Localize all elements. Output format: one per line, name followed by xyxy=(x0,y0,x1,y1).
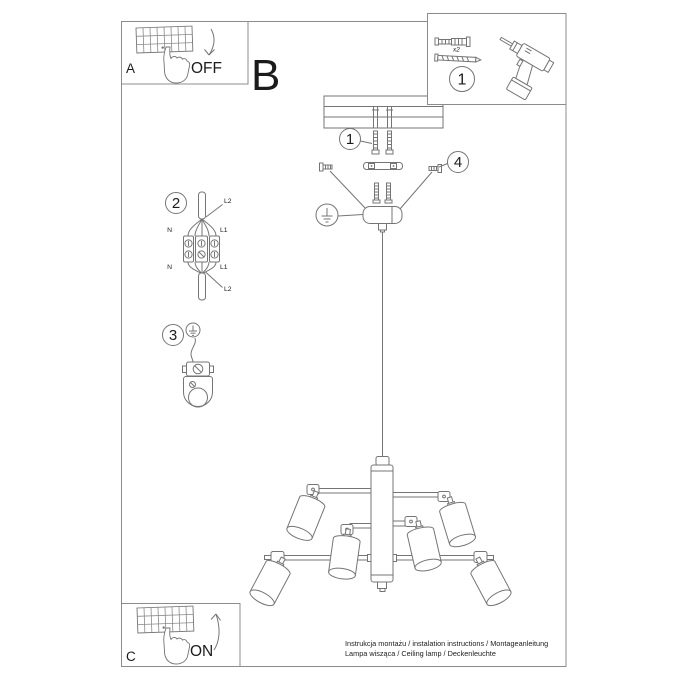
footer-line-1: Instrukcja montażu / instalation instructions / Montageanleitung xyxy=(345,639,549,648)
step-4-badge xyxy=(439,152,469,173)
lamp-shade-upper-left xyxy=(285,487,329,544)
elbow-middle-right xyxy=(405,517,417,527)
wiring-diagram xyxy=(166,192,232,300)
terminal-block-icon xyxy=(184,236,220,262)
cable-clamp-icon xyxy=(183,362,214,376)
canopy-bracket-icon xyxy=(184,377,213,408)
mains-cable-top xyxy=(199,192,206,219)
wire-label-l1-bottom: L1 xyxy=(220,264,228,271)
switch-on-box xyxy=(122,604,241,667)
canopy-guide-line-right xyxy=(400,172,432,209)
lamp-arm-upper-right xyxy=(391,493,440,498)
step-1-screws-badge xyxy=(340,129,373,150)
breaker-panel-icon xyxy=(136,26,193,53)
switch-off-label: OFF xyxy=(191,60,222,77)
ground-symbol xyxy=(316,204,363,226)
ground-symbol-small xyxy=(186,323,200,337)
canopy-guide-line-left xyxy=(330,171,366,209)
step-2-number: 2 xyxy=(171,195,181,212)
wire-label-n-top: N xyxy=(167,227,172,234)
ground-wire xyxy=(191,338,195,362)
side-screw-right-icon xyxy=(429,165,442,173)
wire-label-l2-bottom: L2 xyxy=(224,286,232,293)
tools-step-number: 1 xyxy=(457,71,467,89)
step-4-number: 4 xyxy=(453,154,463,171)
lamp-arm-upper-left xyxy=(316,489,373,494)
wire-label-l2-top: L2 xyxy=(224,198,232,205)
step-3-number: 3 xyxy=(168,327,178,344)
section-label-b: B xyxy=(251,51,281,100)
mounting-bracket xyxy=(364,163,403,170)
wire-label-l1-top: L1 xyxy=(220,227,228,234)
footer-line-2: Lampa wisząca / Ceiling lamp / Deckenleuchte xyxy=(345,649,496,658)
ground-wire-step xyxy=(163,323,214,407)
switch-off-box xyxy=(122,22,249,85)
mounting-screws-icon xyxy=(372,131,393,154)
side-screw-left-icon xyxy=(320,163,333,171)
wall-plugs-icon xyxy=(373,183,392,203)
wire-label-n-bottom: N xyxy=(167,264,172,271)
lamp-body xyxy=(371,457,393,592)
section-label-a: A xyxy=(126,61,136,76)
lamp-arm-lower-left xyxy=(283,556,373,561)
canopy xyxy=(363,207,402,233)
quantity-label: x2 xyxy=(453,46,460,54)
lamp-shade-middle-left xyxy=(328,527,362,580)
switch-on-label: ON xyxy=(190,643,214,660)
ceiling-slab xyxy=(324,96,443,128)
step-1-number: 1 xyxy=(345,131,355,148)
mains-cable-bottom xyxy=(199,273,206,300)
pendant-lamp xyxy=(248,457,514,609)
section-label-c: C xyxy=(126,649,136,664)
tools-box xyxy=(428,14,567,105)
